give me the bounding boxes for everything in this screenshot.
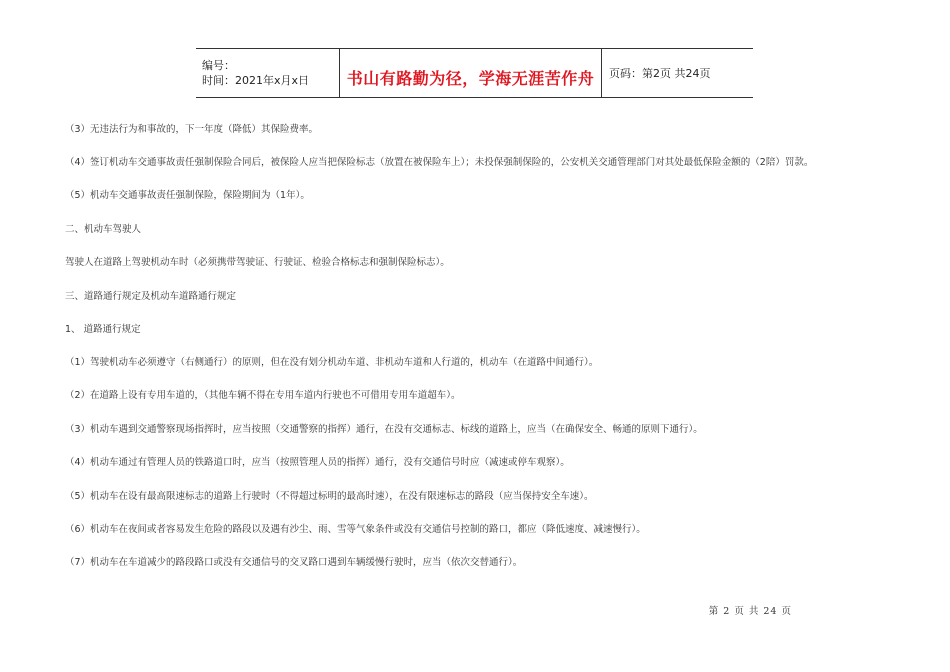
paragraph-rule-1: （1）驾驶机动车必须遵守（右侧通行）的原则，但在没有划分机动车道、非机动车道和人行道的，机动车（在道路中间通行）。 <box>65 357 599 368</box>
page-footer-number: 第 2 页 共 24 页 <box>708 606 792 617</box>
header-meta <box>196 49 339 97</box>
paragraph-rule-5: （5）机动车在设有最高限速标志的道路上行驶时（不得超过标明的最高时速），在没有限速标志的路段（应当保持安全车速）。 <box>65 491 594 502</box>
paragraph-driver-requirement: 驾驶人在道路上驾驶机动车时（必须携带驾驶证、行驶证、检验合格标志和强制保险标志）。 <box>65 257 450 268</box>
paragraph-rule-4: （4）机动车通过有管理人员的铁路道口时，应当（按照管理人员的指挥）通行，没有交通信号时应（减速或停车观察）。 <box>65 457 570 468</box>
document-header <box>196 48 753 98</box>
section-heading-traffic-rules: 三、道路通行规定及机动车道路通行规定 <box>65 291 237 302</box>
document-number-label: 编号： <box>202 59 235 72</box>
header-motto-cell <box>339 49 602 97</box>
section-heading-driver: 二、机动车驾驶人 <box>65 224 142 235</box>
paragraph-rule-6: （6）机动车在夜间或者容易发生危险的路段以及遇有沙尘、雨、雪等气象条件或没有交通信号控制的路口，都应（降低速度、减速慢行）。 <box>65 524 646 535</box>
subsection-heading-road-rules: 1、 道路通行规定 <box>65 324 141 335</box>
header-page-cell <box>602 49 753 97</box>
paragraph-item-4: （4）签订机动车交通事故责任强制保险合同后，被保险人应当把保险标志（放置在被保险车上）；未投保强制保险的，公安机关交通管理部门对其处最低保险金额的（2陪）罚款。 <box>65 157 814 168</box>
paragraph-rule-3: （3）机动车遇到交通警察现场指挥时，应当按照（交通警察的指挥）通行，在没有交通标志、标线的道路上，应当（在确保安全、畅通的原则下通行）。 <box>65 424 703 435</box>
header-motto: 书山有路勤为径，学海无涯苦作舟 <box>346 68 595 88</box>
paragraph-rule-7: （7）机动车在车道减少的路段路口或没有交通信号的交叉路口遇到车辆缓慢行驶时，应当（依次交替通行）。 <box>65 557 523 568</box>
document-time-label: 时间：2021年x月x日 <box>202 74 310 87</box>
header-page-info: 页码：第2页 共24页 <box>609 67 711 80</box>
paragraph-item-5: （5）机动车交通事故责任强制保险，保险期间为（1年）。 <box>65 190 310 201</box>
paragraph-rule-2: （2）在道路上设有专用车道的，（其他车辆不得在专用车道内行驶也不可借用专用车道超车）。 <box>65 390 461 401</box>
paragraph-item-3: （3）无违法行为和事故的，下一年度（降低）其保险费率。 <box>65 124 319 135</box>
